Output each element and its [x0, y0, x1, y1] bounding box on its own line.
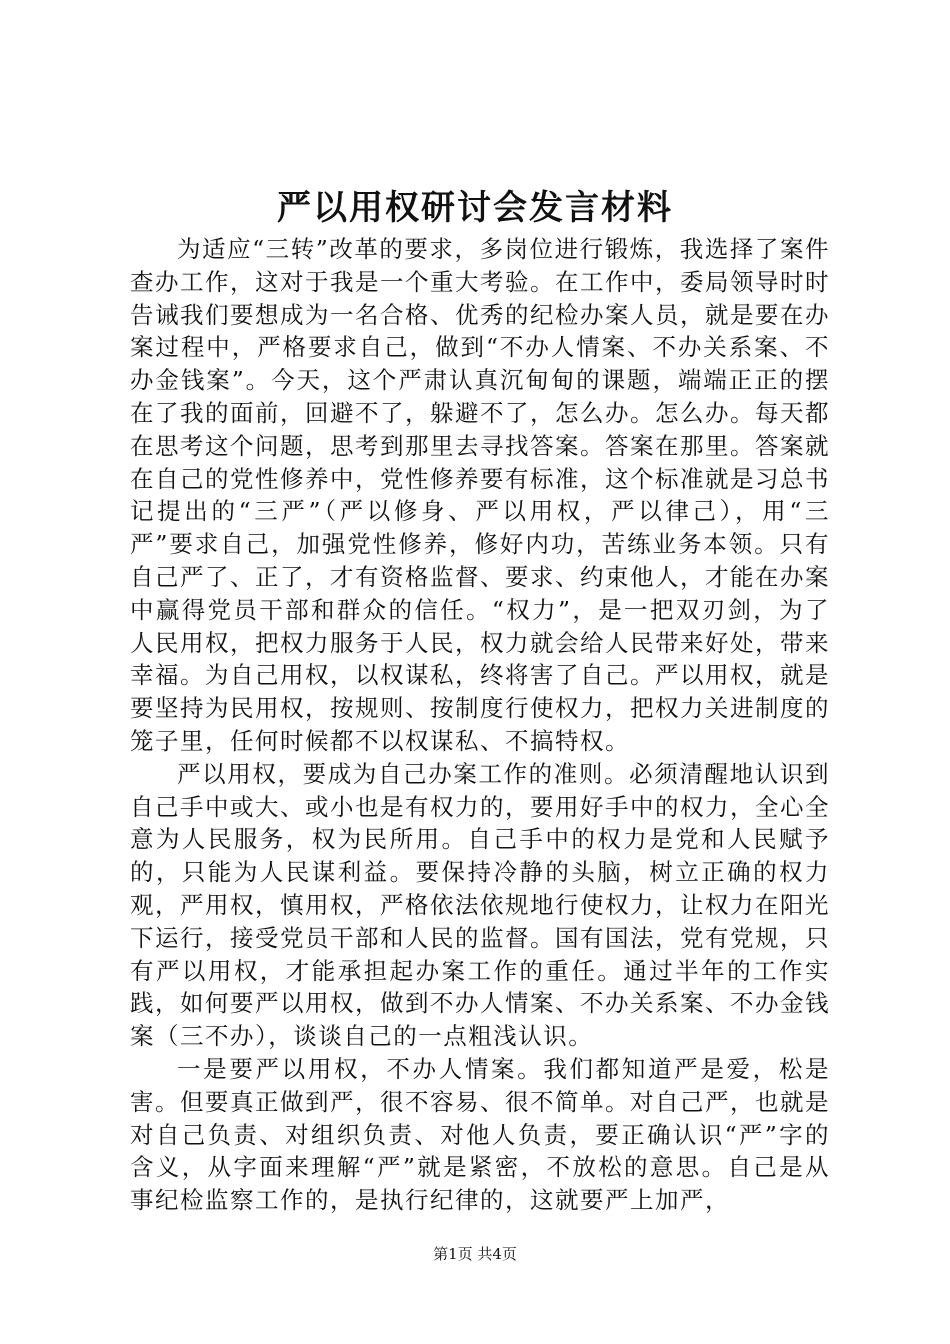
document-body	[130, 233, 830, 1217]
page-number-footer: 第1页 共4页	[433, 1245, 517, 1263]
paragraph: 为适应“三转”改革的要求，多岗位进行锻炼，我选择了案件查办工作，这对于我是一个重大考验。在工作中，委局领导时时告诫我们要想成为一名合格、优秀的纪检办案人员，就是要在办案过程中，严格要求自己，做到“不办人情案、不办关系案、不办金钱案”。今天，这个严肃认真沉甸甸的课题，端端正正的摆在了我的面前，回避不了，躲避不了，怎么办。怎么办。每天都在思考这个问题，思考到那里去寻找答案。答案在那里。答案就在自己的党性修养中，党性修养要有标准，这个标准就是习总书记提出的“三严”（严以修身、严以用权，严以律己），用“三严”要求自己，加强党性修养，修好内功，苦练业务本领。只有自己严了、正了，才有资格监督、要求、约束他人，才能在办案中赢得党员干部和群众的信任。“权力”，是一把双刃剑，为了人民用权，把权力服务于人民，权力就会给人民带来好处，带来幸福。为自己用权，以权谋私，终将害了自己。严以用权，就是要坚持为民用权，按规则、按制度行使权力，把权力关进制度的笼子里，任何时候都不以权谋私、不搞特权。	[130, 235, 830, 755]
paragraph: 严以用权，要成为自己办案工作的准则。必须清醒地认识到自己手中或大、或小也是有权力的，要用好手中的权力，全心全意为人民服务，权为民所用。自己手中的权力是党和人民赋予的，只能为人民谋利益。要保持冷静的头脑，树立正确的权力观，严用权，慎用权，严格依法依规地行使权力，让权力在阳光下运行，接受党员干部和人民的监督。国有国法，党有党规，只有严以用权，才能承担起办案工作的重任。通过半年的工作实践，如何要严以用权，做到不办人情案、不办关系案、不办金钱案（三不办），谈谈自己的一点粗浅认识。	[130, 759, 830, 1051]
paragraph: 一是要严以用权，不办人情案。我们都知道严是爱，松是害。但要真正做到严，很不容易、很不简单。对自己严，也就是对自己负责、对组织负责、对他人负责，要正确认识“严”字的含义，从字面来理解“严”就是紧密，不放松的意思。自己是从事纪检监察工作的，是执行纪律的，这就要严上加严，	[130, 1054, 830, 1215]
document-title: 严以用权研讨会发言材料	[277, 188, 673, 228]
